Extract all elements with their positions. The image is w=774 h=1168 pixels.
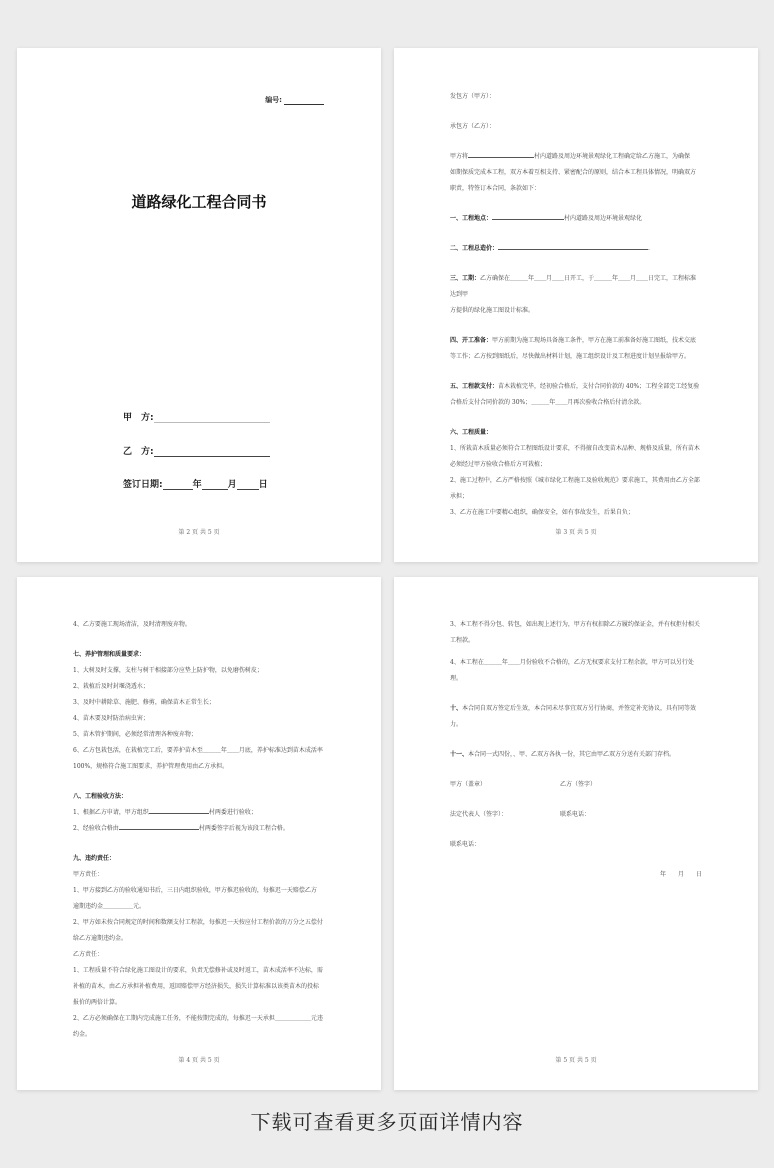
section-4-heading: 四、开工准备： [450,337,493,344]
section-7-line: 3、及时中耕除草、施肥、修剪，确保苗木正常生长； [73,699,215,706]
intro-text-2: 如期保质完成本工程，双方本着互相支持、紧密配合的原则，结合本工程具体情况，明确双方 [450,169,697,176]
section-7-line: 100%，规格符合施工图要求，养护管理费用由乙方承担。 [73,763,229,770]
intro-text-3: 职责，特签订本合同，条款如下： [450,185,541,192]
section-8-item-2 [73,821,325,837]
section-8-item-1 [73,805,325,821]
section-8-item-1-a: 1、根据乙方申请，甲方组织 [73,809,149,816]
contractor-line: 承包方（乙方）： [450,123,496,130]
party-a-blank [154,413,270,423]
representative-row [450,807,702,823]
section-6-item-3: 3、乙方在施工中要精心组织，确保安全，如有事故发生，后果自负； [450,509,634,516]
section-9-item-4: 4、本工程在＿＿＿年＿＿月份验收不合格的，乙方无权要求支付工程余款，甲方可以另行处理。 [450,659,694,682]
page-5-body [450,617,702,883]
section-9-line: 报价的两倍计算。 [73,999,122,1006]
section-9-line: 补植的苗木，由乙方承担补植费用，返回赔偿甲方经济损失，损失计算标准以该类苗木的投标 [73,983,320,990]
section-9-line: 乙方责任： [73,951,104,958]
section-7-line: 6、乙方包栽包活，在栽植完工后，要养护苗木至＿＿＿年＿＿月底，养护标准达到苗木成活率 [73,747,323,754]
section-8-item-1-b: 村两委进行验收； [208,809,257,816]
page-number: 第 3 页 共 5 页 [555,529,597,536]
party-b-blank [154,447,270,457]
section-7-line: 2、栽植后及时封堰浇透水； [73,683,149,690]
page-number: 第 5 页 共 5 页 [555,1057,597,1064]
signature-row [450,777,702,793]
section-10-text-2: 力。 [450,721,463,728]
section-9-item-3: 3、本工程不得分包、转包，如出现上述行为，甲方有权扣除乙方履约保证金，并有权拒付相关 [450,621,700,628]
section-8-item-2-a: 2、经验收合格由 [73,825,119,832]
section-3-heading: 三、工期： [450,275,481,282]
section-9-line: 1、工程质量不符合绿化施工图设计的要求，负责无偿修补或及时返工，苗木成活率不达标，需 [73,967,323,974]
day-label: 日 [258,480,268,490]
section-6-item-2: 2、施工过程中，乙方严格按照《城市绿化工程施工及验收规范》要求施工，其费用由乙方全部 [450,477,700,484]
section-4-text: 甲方前期为施工现场具备施工条件，甲方在施工前准备好施工图纸，技术交底 [492,337,697,344]
section-6-item-4: 4、乙方要施工现场清洁，及时清理废弃物。 [73,621,191,628]
location-blank [492,213,564,220]
intro-paragraph [450,149,702,165]
month-label: 月 [227,480,237,490]
contact-phone: 联系电话： [560,811,591,818]
month-blank [202,480,228,490]
section-9-line: 2、甲方如未按合同规定的时间和数额支付工程款，每推迟一天按应付工程价款的万分之五偿付 [73,919,323,926]
section-5-text: 苗木栽植完毕，经初验合格后，支付合同价款的 40%；工程全部完工经复验 [498,383,700,390]
year-label: 年 [192,480,202,490]
intro-text-a: 甲方将 [450,153,469,160]
party-b-line [123,444,270,457]
document-title: 道路绿化工程合同书 [131,193,267,211]
document-page-3 [394,48,758,562]
section-10-heading: 十、 [450,705,463,712]
party-b-label: 乙 方: [123,447,154,457]
section-5-text-2: 合格后支付合同价款的 30%；＿＿＿年＿＿月再次验收合格后付清余款。 [450,399,646,406]
organizer-blank [149,807,209,814]
party-b-signature: 乙方（签字） [560,781,597,788]
section-1-heading: 一、工程地点： [450,215,493,222]
section-9-line: 2、乙方必须确保在工期内完成施工任务，不能按期完成的，每推迟一天承担＿＿＿＿＿＿元违 [73,1015,323,1022]
section-6-item-1: 1、所栽苗木质量必须符合工程图纸设计要求，不得擅自改变苗木品种、规格及质量，所有苗木 [450,445,700,452]
section-9-line: 逾期违约金＿＿＿＿＿元。 [73,903,146,910]
contact-phone-2: 联系电话： [450,841,481,848]
section-4-text-2: 等工作；乙方按到图纸后，尽快做出材料计划，施工组织设计及工程进度计划呈报给甲方。 [450,353,691,360]
contract-number-field [265,95,324,105]
section-7-heading: 七、养护管理和质量要求： [73,651,146,658]
document-page-2 [17,48,381,562]
page-4-body [73,617,325,1043]
contract-number-blank [284,97,324,105]
page-number: 第 2 页 共 5 页 [178,529,220,536]
section-8-item-2-b: 村两委签字后视为该段工程合格。 [198,825,289,832]
sign-date-line [123,477,268,490]
section-8-heading: 八、工程验收方法： [73,793,128,800]
accepter-blank [119,823,199,830]
section-1-text: 村内道路及周边环境景观绿化 [564,215,643,222]
section-10-text: 本合同自双方签定后生效，本合同未尽事宜双方另行协商，并签定补充协议，具有同等效 [462,705,697,712]
section-9-line: 甲方责任： [73,871,104,878]
sign-date-label: 签订日期: [123,480,163,490]
section-9-item-3-cont: 工程款。 [450,637,475,644]
employer-line: 发包方（甲方）： [450,93,496,100]
document-page-4 [17,577,381,1090]
section-9-line: 给乙方逾期违约金。 [73,935,128,942]
village-blank [468,151,534,158]
page-number: 第 4 页 共 5 页 [178,1057,220,1064]
section-3-text: 乙方确保在＿＿＿年＿＿月＿＿日开工，于＿＿＿年＿＿月＿＿日完工，工程标准达到甲 [450,275,697,298]
section-3-text-2: 方提供的绿化施工图设计标准。 [450,307,535,314]
intro-text-b: 村内道路及周边环境景观绿化工程确定给乙方施工，为确保 [534,153,691,160]
party-a-label: 甲 方: [123,413,154,423]
section-7-line: 4、苗木要及时防治病虫害； [73,715,149,722]
section-6-heading: 六、工程质量： [450,429,493,436]
document-page-5 [394,577,758,1090]
section-7-line: 5、苗木管护期间，必须经常清理各种废弃物； [73,731,197,738]
section-11-text: 本合同一式四份，、甲、乙双方各执一份，其它由甲乙双方分送有关部门存档。 [468,751,676,758]
signing-date: 年 月 日 [659,871,702,878]
section-6-item-2-cont: 承担； [450,493,469,500]
party-a-seal: 甲方（盖章） [450,781,487,788]
section-9-line: 1、甲方接到乙方的验收通知书后，三日内组织验收，甲方推迟验收的，每推迟一天赔偿乙方 [73,887,317,894]
contract-number-label: 编号: [265,96,282,104]
day-blank [237,480,259,490]
download-more-caption: 下载可查看更多页面详情内容 [250,1110,524,1134]
legal-representative: 法定代表人（签字）： [450,811,508,818]
section-11-heading: 十一、 [450,751,469,758]
party-a-line [123,410,270,423]
section-5-heading: 五、工程款支付： [450,383,499,390]
year-blank [163,480,193,490]
section-6-item-1-cont: 必须经过甲方验收合格后方可栽植； [450,461,547,468]
page-3-body: 发包方（甲方）： 承包方（乙方）： 甲方将 村内道路及周边环境景观绿化工程确定给乙方施工，为确保 如期保质完成本工程，双方本着互相支持、紧密配合的原则，结合本工程具体情况，明确双方 职责，特签订本合同，条款如下： 一、工程地点： 村内道路及周边环境景观绿化 二、工程总造价： . 三、工期：乙方确保在＿＿＿年＿＿月＿＿日开工，于＿＿＿年＿＿月＿＿日完工，工程标准达到甲 方提供的绿化施工图设计标准。 四、开工准备：甲方前期为施工现场具备施工条件，甲方在施工前准备好施工图纸，技术交底 等工作；乙方按到图纸后，尽快做出材料计划，施工组织设计及工程进度计划呈报给甲方。 五、工程款支付：苗木栽植完毕，经初验合格后，支付合同价款的 40%；工程全部完工经复验 合格后支付合同价款的 30%；＿＿＿年＿＿月再次验收合格后付清余款。 六、工程质量： 1、所栽苗木质量必须符合工程图纸设计要求，不得擅自改变苗木品种、规格及质量，所有苗木 必须经过甲方验收合格后方可栽植； 2、施工过程中，乙方严格按照《城市绿化工程施工及验收规范》要求施工，其费用由乙方全部 承担； 3、乙方在施工中要精心组织，确保安全，如有事故发生，后果自负； [450,89,702,521]
price-blank [498,243,648,250]
section-2-heading: 二、工程总造价： [450,245,499,252]
section-9-heading: 九、违约责任： [73,855,116,862]
section-9-line: 约金。 [73,1031,92,1038]
section-7-line: 1、大树及时支撑，支柱与树干相接部分应垫上防护物，以免磨伤树皮； [73,667,263,674]
